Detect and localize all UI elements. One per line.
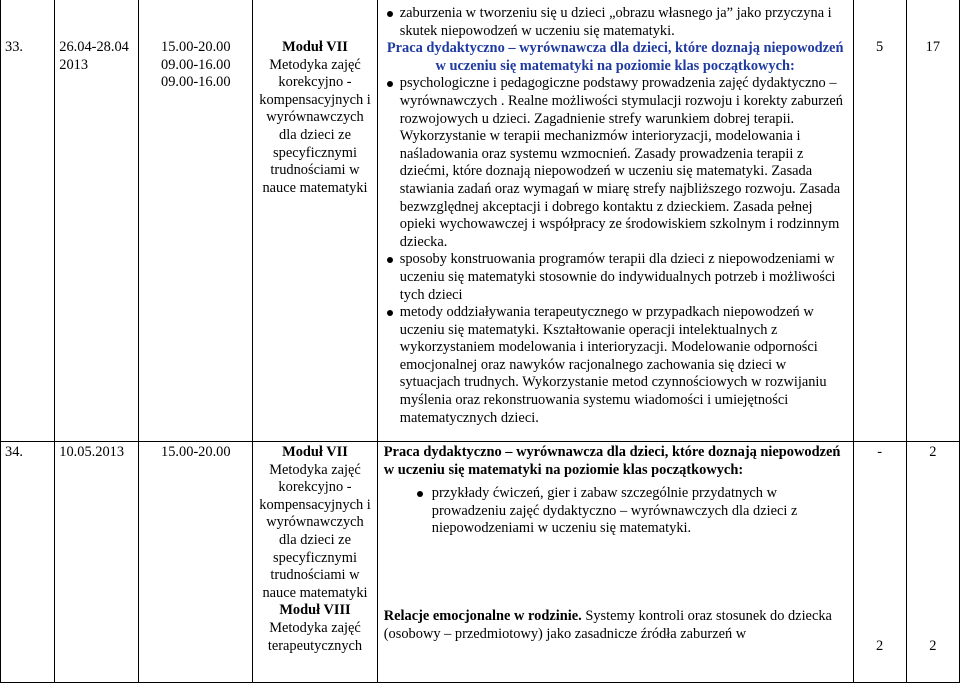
hours-value: 17 (925, 39, 941, 55)
row-number-text: 33. (5, 39, 23, 55)
hours-value: - (877, 444, 883, 460)
hours-value: 2 (929, 637, 937, 654)
time-cell (139, 442, 253, 683)
date-text: 26.04-28.04 2013 (59, 39, 129, 73)
section2-paragraph (384, 608, 847, 643)
date-cell (55, 0, 139, 442)
module-cell (253, 0, 378, 442)
row-number (1, 442, 55, 683)
time-slot: 09.00-16.00 (161, 74, 231, 91)
list-item: sposoby konstruowania programów terapii dla dzieci z niepowodzeniami w uczeniu się matematyki stosownie do indywidualnych potrzeb i możliwości tych dzieci (384, 251, 847, 304)
program-cell (377, 442, 853, 683)
module-title: Moduł VII (282, 39, 348, 55)
program-cell (377, 0, 853, 442)
time-slot: 15.00-20.00 (161, 39, 231, 55)
hours-value: 2 (876, 637, 884, 654)
intro-bullet: zaburzenia w tworzeniu się u dzieci „obrazu własnego ja” jako przyczyna i skutek niepowodzeń w uczeniu się matematyki. (384, 5, 847, 40)
date-cell (55, 442, 139, 683)
hours-cell-2 (906, 442, 959, 683)
hours-cell-2 (906, 0, 959, 442)
time-slot: 15.00-20.00 (161, 444, 231, 460)
row-number (1, 0, 55, 442)
module-cell (253, 442, 378, 683)
module-title: Moduł VIII (279, 602, 351, 619)
section2-heading: Relacje emocjonalne w rodzinie. (383, 607, 582, 624)
module-description: Metodyka zajęć korekcyjno - kompensacyjnych i wyrównawczych dla dzieci ze specyficznymi trudnościami w nauce matematyki (259, 56, 371, 196)
section-heading: Praca dydaktyczno – wyrównawcza dla dzieci, które doznają niepowodzeń w uczeniu się matematyki na poziomie klas początkowych: (383, 444, 841, 478)
list-item: metody oddziaływania terapeutycznego w przypadkach niepowodzeń w uczeniu się matematyki. Kształtowanie operacji intelektualnych z wykorzystaniem modelowania i interioryzacji. Modelowanie odporności emocjonalnej oraz nawyków racjonalnego zachowania się dzieci w sytuacjach trudnych. Wykorzystanie metod czynnościowych w rozwijaniu myślenia oraz rekonstruowania systemu wiadomości i umiejętności matematycznych dzieci. (384, 304, 847, 427)
section2-text: Systemy kontroli oraz stosunek do dziecka (osobowy – przedmiotowy) jako zasadnicze źródła zaburzeń w (383, 607, 832, 642)
hours-value: 5 (876, 39, 884, 55)
hours-value: 2 (929, 444, 937, 460)
module-title: Moduł VII (282, 444, 348, 460)
time-slot: 09.00-16.00 (161, 56, 231, 73)
table-row (1, 0, 960, 442)
list-item: psychologiczne i pedagogiczne podstawy prowadzenia zajęć dydaktyczno – wyrównawczych . Realne możliwości stymulacji rozwoju i korekty zaburzeń rozwojowych u dzieci. Zagadnienie strefy warunkiem dobrej terapii. Wykorzystanie w terapii mechanizmów interioryzacji, modelowania i naśladowania oraz systemu wzmocnień. Zasady prowadzenia terapii z dziećmi, które doznają niepowodzeń w uczeniu się matematyki. Zasada stawiania zadań oraz wymagań w miarę strefy najbliższego rozwoju. Zasada bezwzględnej akceptacji i dobrego kontaktu z dzieckiem. Zasada pełnej opieki wychowawczej i współpracy ze środowiskiem szkolnym i rodzinnym dziecka. (384, 75, 847, 251)
table-row (1, 442, 960, 683)
row-number-text: 34. (5, 444, 23, 460)
module-description: Metodyka zajęć terapeutycznych (267, 619, 363, 654)
hours-cell-1 (853, 0, 906, 442)
section-heading: Praca dydaktyczno – wyrównawcza dla dzieci, które doznają niepowodzeń w uczeniu się matematyki na poziomie klas początkowych: (386, 40, 844, 74)
time-cell (139, 0, 253, 442)
module-description: Metodyka zajęć korekcyjno - kompensacyjnych i wyrównawczych dla dzieci ze specyficznymi trudnościami w nauce matematyki (259, 461, 371, 601)
date-text: 10.05.2013 (59, 444, 125, 460)
list-item: przykłady ćwiczeń, gier i zabaw szczególnie przydatnych w prowadzeniu zajęć dydaktyczno – wyrównawczych dla dzieci z niepowodzeniami w uczeniu się matematyki. (384, 485, 847, 538)
hours-cell-1 (853, 442, 906, 683)
